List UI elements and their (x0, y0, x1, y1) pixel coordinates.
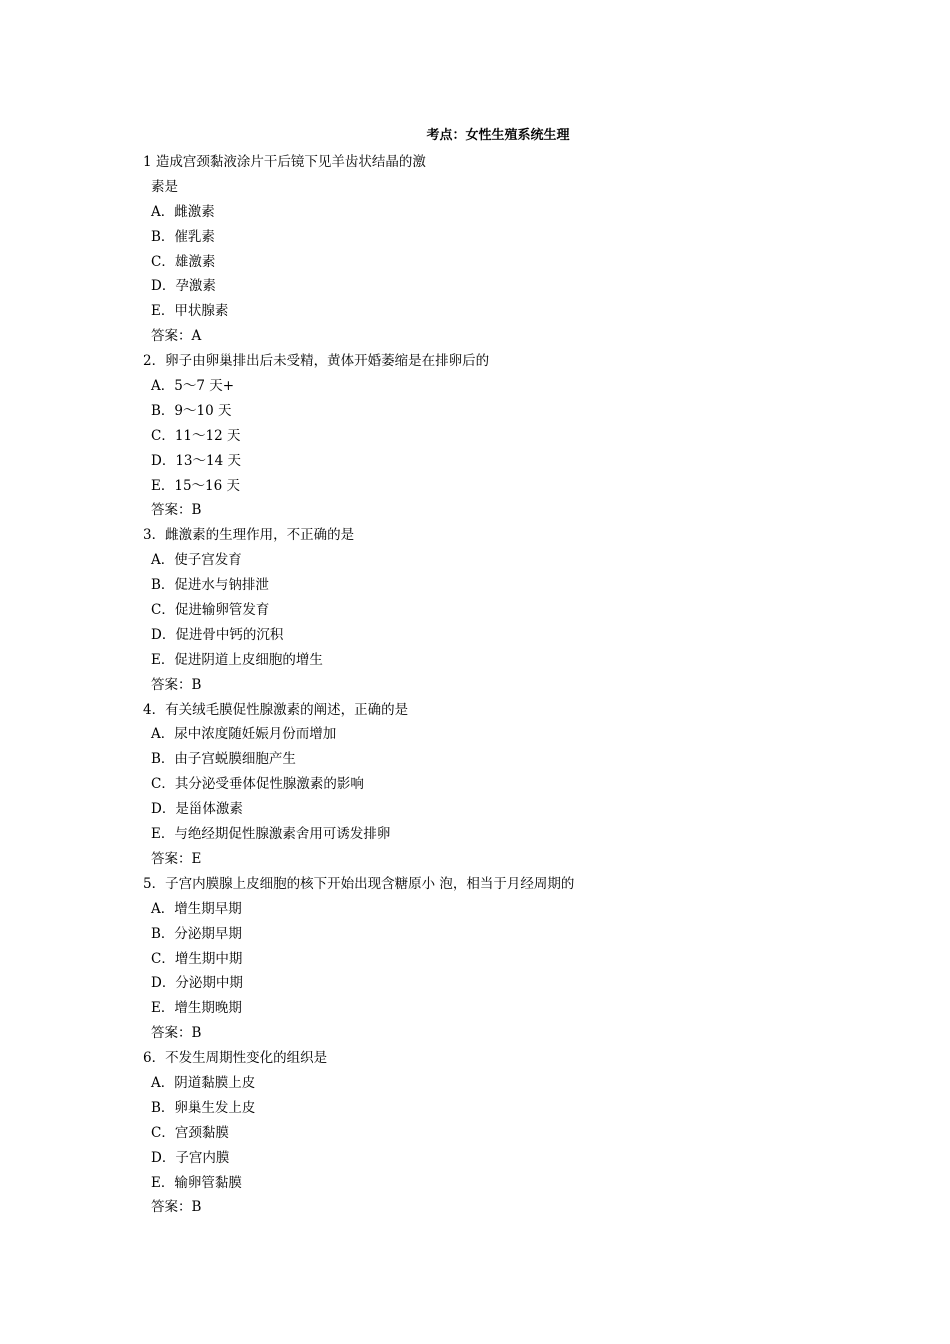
answer: 答案：B (151, 502, 202, 519)
option-d: D．促进骨中钙的沉积 (151, 626, 284, 643)
option-c: C．其分泌受垂体促性腺激素的影响 (151, 776, 364, 793)
page-title: 考点：女性生殖系统生理 (426, 128, 570, 143)
option-b: B．9～10 天 (151, 402, 232, 419)
question-stem: 2．卵子由卵巢排出后未受精，黄体开婚萎缩是在排卵后的 (143, 353, 490, 370)
option-a: A．5～7 天+ (151, 378, 235, 395)
option-c: C．雄激素 (151, 253, 216, 270)
answer: 答案：B (151, 1025, 202, 1042)
answer: 答案：E (151, 850, 202, 867)
option-e: E．输卵管黏膜 (151, 1174, 242, 1191)
option-a: A．阴道黏膜上皮 (151, 1074, 256, 1091)
option-c: C．增生期中期 (151, 950, 243, 967)
option-e: E．与绝经期促性腺激素舍用可诱发排卵 (151, 826, 391, 843)
option-a: A．雌激素 (151, 203, 215, 220)
option-b: B．卵巢生发上皮 (151, 1099, 256, 1116)
question-stem: 4．有关绒毛膜促性腺激素的阐述，正确的是 (143, 701, 409, 718)
option-a: A．使子宫发育 (151, 552, 242, 569)
answer: 答案：B (151, 1199, 202, 1216)
option-b: B．促进水与钠排泄 (151, 577, 269, 594)
option-e: E．甲状腺素 (151, 303, 229, 320)
option-b: B．分泌期早期 (151, 925, 242, 942)
answer: 答案：B (151, 676, 202, 693)
option-e: E．增生期晚期 (151, 1000, 242, 1017)
option-b: B．催乳素 (151, 228, 215, 245)
question-stem: 6．不发生周期性变化的组织是 (143, 1050, 328, 1067)
option-c: C．促进输卵管发育 (151, 602, 270, 619)
option-d: D．是甾体激素 (151, 801, 243, 818)
option-d: D．子宫内膜 (151, 1149, 230, 1166)
option-d: D．孕激素 (151, 278, 216, 295)
answer: 答案：A (151, 328, 202, 345)
option-d: D．分泌期中期 (151, 975, 243, 992)
question-stem: 1 造成宫颈黏液涂片干后镜下见羊齿状结晶的激 (143, 154, 426, 170)
question-list (143, 150, 823, 1220)
question-stem-continued: 素是 (151, 178, 178, 195)
option-b: B．由子宫蜕膜细胞产生 (151, 751, 296, 768)
question-stem: 3．雌激素的生理作用，不正确的是 (143, 527, 355, 544)
question-stem: 5．子宫内膜腺上皮细胞的核下开始出现含糖原小 泡，相当于月经周期的 (143, 875, 575, 892)
option-c: C．宫颈黏膜 (151, 1124, 229, 1141)
option-e: E．15～16 天 (151, 477, 241, 494)
option-c: C．11～12 天 (151, 427, 241, 444)
option-d: D．13～14 天 (151, 452, 241, 469)
option-a: A．增生期早期 (151, 900, 242, 917)
option-e: E．促进阴道上皮细胞的增生 (151, 651, 323, 668)
option-a: A．尿中浓度随妊娠月份而增加 (151, 726, 337, 743)
